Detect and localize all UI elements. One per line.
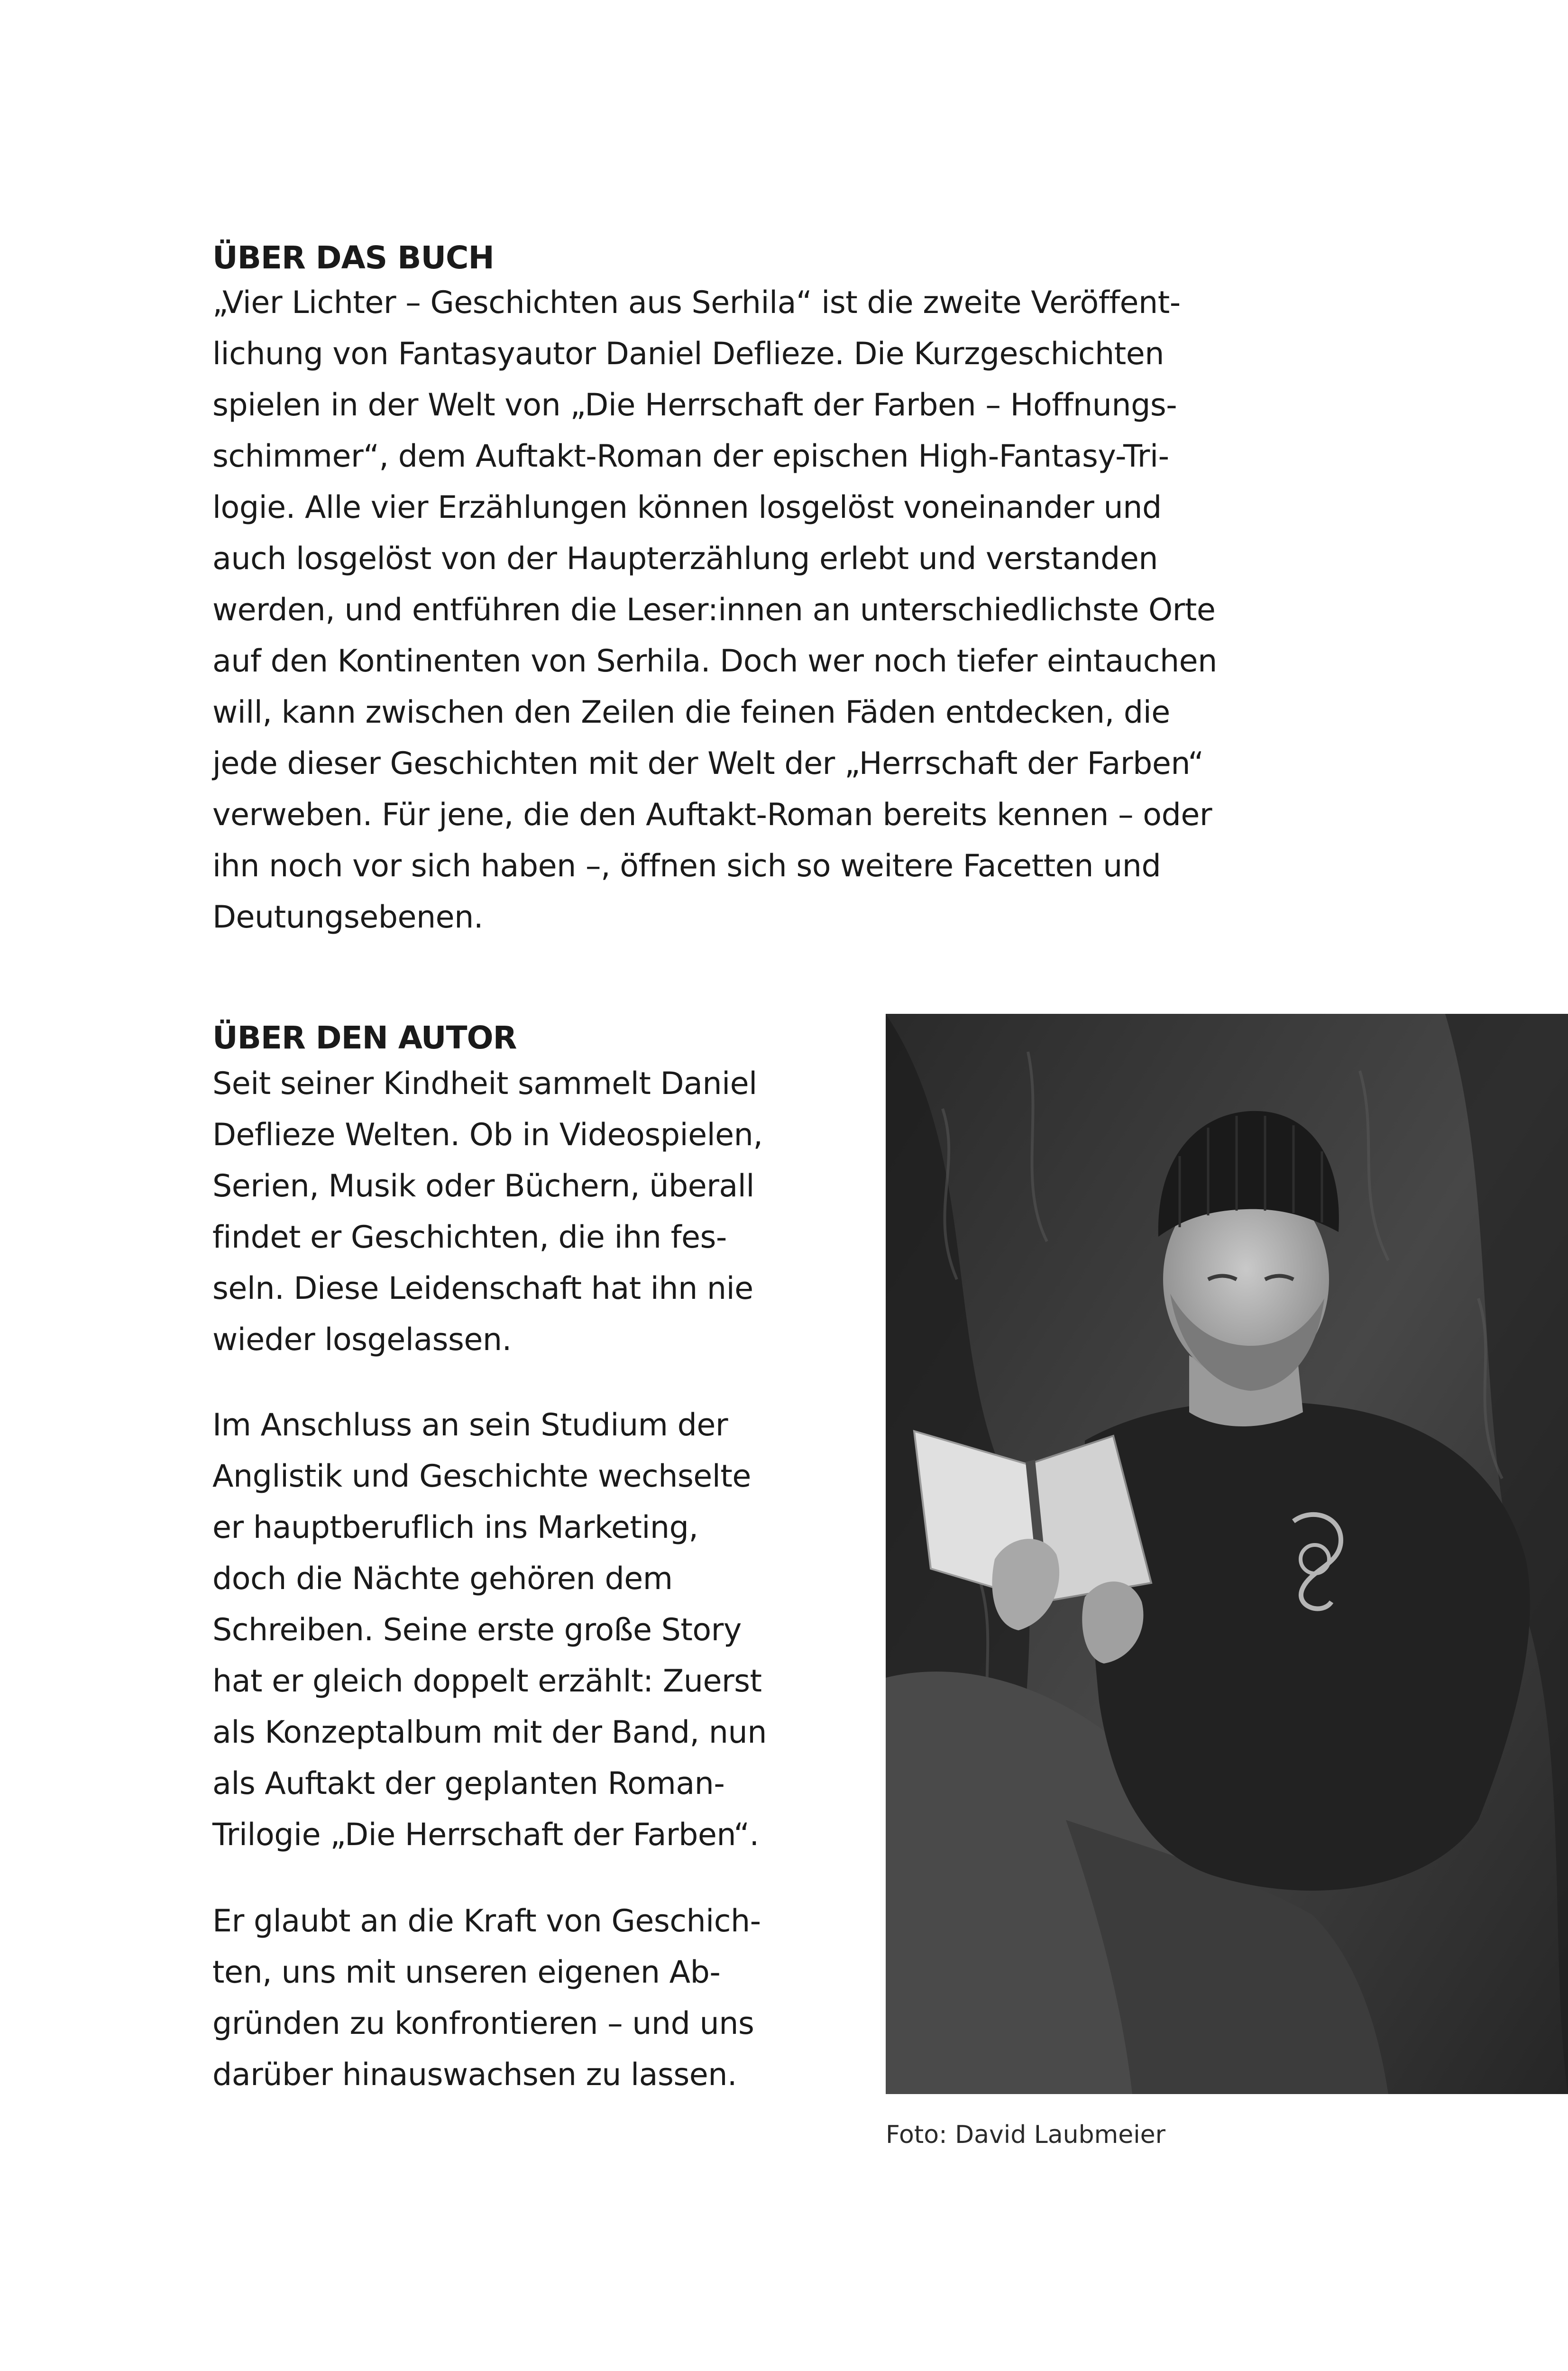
about-book-line: jede dieser Geschichten mit der Welt der „Herrschaft der Farben“ <box>212 746 1204 781</box>
about-book-line: spielen in der Welt von „Die Herrschaft der Farben – Hoffnungs- <box>212 387 1177 423</box>
about-author-line: wieder losgelassen. <box>212 1322 512 1358</box>
photo-caption: Foto: David Laubmeier <box>886 2121 1166 2149</box>
about-author-line: findet er Geschichten, die ihn fes- <box>212 1220 727 1255</box>
about-author-line: Deflieze Welten. Ob in Videospielen, <box>212 1117 763 1153</box>
about-author-line: seln. Diese Leidenschaft hat ihn nie <box>212 1271 753 1306</box>
about-author-line: doch die Nächte gehören dem <box>212 1561 673 1597</box>
about-book-line: Deutungsebenen. <box>212 900 484 935</box>
author-photo-illustration <box>886 1014 1568 2094</box>
about-author-line: Im Anschluss an sein Studium der <box>212 1407 728 1443</box>
about-book-line: auch losgelöst von der Haupterzählung erlebt und verstanden <box>212 541 1158 577</box>
about-author-line: gründen zu konfrontieren – und uns <box>212 2006 754 2041</box>
about-author-paragraph-2 <box>212 1400 767 1861</box>
about-book-line: auf den Kontinenten von Serhila. Doch wer noch tiefer eintauchen <box>212 643 1217 679</box>
about-book-line: verweben. Für jene, die den Auftakt-Roman bereits kennen – oder <box>212 797 1212 833</box>
about-book-text <box>212 277 1217 943</box>
about-author-paragraph-1 <box>212 1058 763 1366</box>
about-author-line: als Auftakt der geplanten Roman- <box>212 1766 725 1801</box>
about-author-line: hat er gleich doppelt erzählt: Zuerst <box>212 1663 762 1699</box>
about-book-line: ihn noch vor sich haben –, öffnen sich so weitere Facetten und <box>212 848 1161 884</box>
about-book-line: schimmer“, dem Auftakt-Roman der epischen High-Fantasy-Tri- <box>212 439 1169 474</box>
about-author-line: darüber hinauswachsen zu lassen. <box>212 2057 737 2093</box>
about-author-line: er hauptberuflich ins Marketing, <box>212 1510 698 1545</box>
about-author-line: Anglistik und Geschichte wechselte <box>212 1459 751 1494</box>
about-book-heading: ÜBER DAS BUCH <box>212 239 494 276</box>
about-author-line: Er glaubt an die Kraft von Geschich- <box>212 1903 761 1939</box>
about-book-line: will, kann zwischen den Zeilen die feinen Fäden entdecken, die <box>212 695 1170 730</box>
about-author-line: Trilogie „Die Herrschaft der Farben“. <box>212 1817 759 1853</box>
about-book-line: werden, und entführen die Leser:innen an unterschiedlichste Orte <box>212 592 1216 628</box>
about-author-line: als Konzeptalbum mit der Band, nun <box>212 1715 767 1750</box>
about-author-paragraph-3 <box>212 1896 761 2101</box>
about-book-line: „Vier Lichter – Geschichten aus Serhila“ ist die zweite Veröffent- <box>212 285 1181 321</box>
about-author-heading: ÜBER DEN AUTOR <box>212 1020 517 1056</box>
about-book-line: logie. Alle vier Erzählungen können losgelöst voneinander und <box>212 490 1162 525</box>
about-author-line: Schreiben. Seine erste große Story <box>212 1612 742 1648</box>
about-author-line: Serien, Musik oder Büchern, überall <box>212 1168 754 1204</box>
about-author-line: ten, uns mit unseren eigenen Ab- <box>212 1955 721 1990</box>
about-author-line: Seit seiner Kindheit sammelt Daniel <box>212 1066 757 1102</box>
author-photo <box>886 1014 1568 2094</box>
about-book-line: lichung von Fantasyautor Daniel Deflieze. Die Kurzgeschichten <box>212 336 1164 372</box>
